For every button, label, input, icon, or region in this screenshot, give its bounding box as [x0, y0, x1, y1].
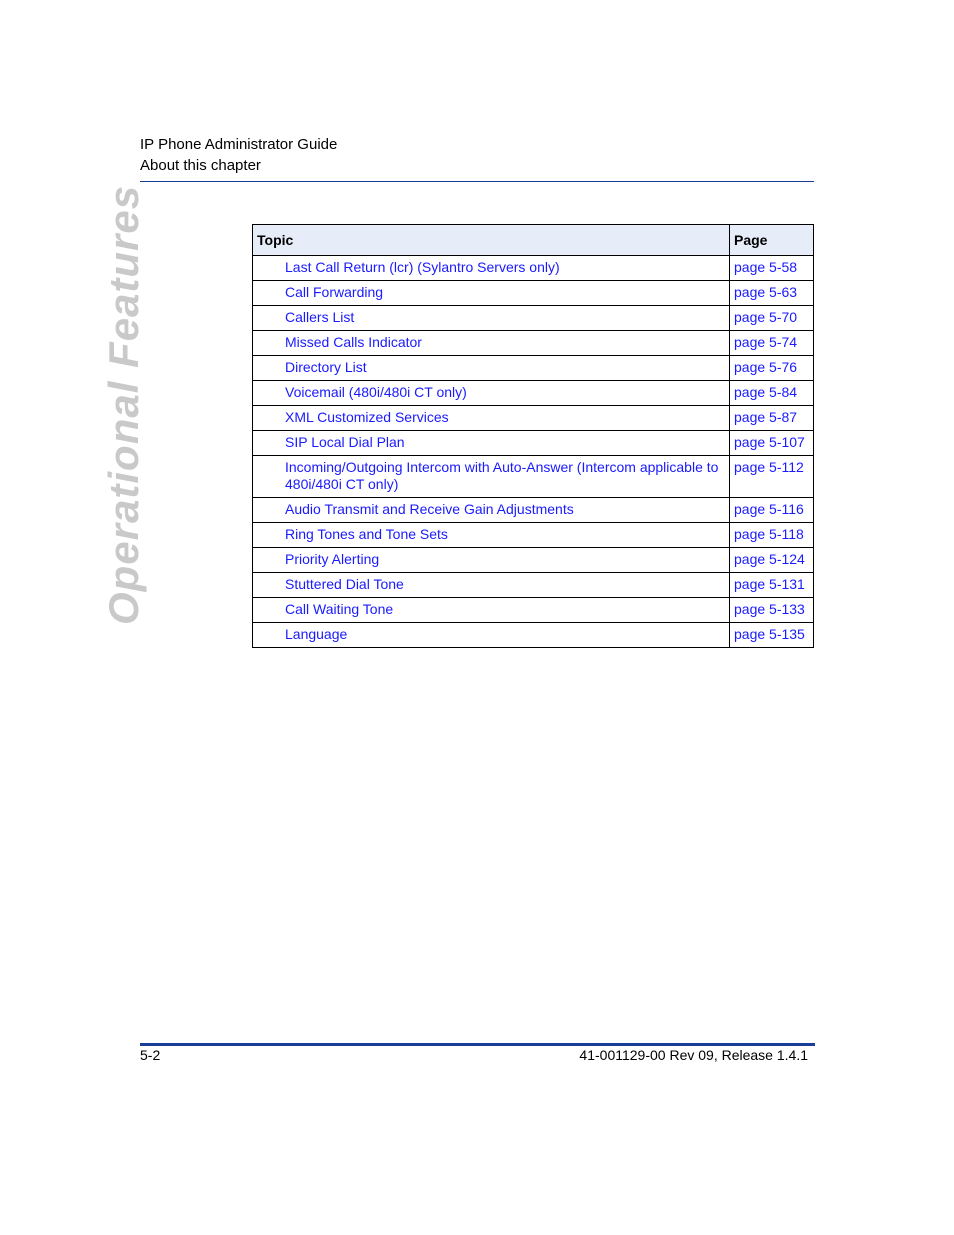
- table-row: [253, 573, 814, 598]
- table-row: [253, 356, 814, 381]
- table-row: [253, 498, 814, 523]
- topic-link[interactable]: XML Customized Services: [253, 406, 730, 431]
- footer-doc-id: 41-001129-00 Rev 09, Release 1.4.1: [579, 1047, 808, 1063]
- topic-link[interactable]: Callers List: [253, 306, 730, 331]
- table-row: [253, 431, 814, 456]
- page-link[interactable]: page 5-87: [730, 406, 814, 431]
- table-row: [253, 598, 814, 623]
- footer-rule: [140, 1043, 815, 1046]
- topic-link[interactable]: Stuttered Dial Tone: [253, 573, 730, 598]
- page-link[interactable]: page 5-76: [730, 356, 814, 381]
- page-link[interactable]: page 5-133: [730, 598, 814, 623]
- table-row: [253, 331, 814, 356]
- header-section: About this chapter: [140, 157, 261, 174]
- page-link[interactable]: page 5-70: [730, 306, 814, 331]
- page-link[interactable]: page 5-131: [730, 573, 814, 598]
- topic-table: [252, 224, 814, 648]
- page-link[interactable]: page 5-63: [730, 281, 814, 306]
- table-row: [253, 381, 814, 406]
- page-link[interactable]: page 5-74: [730, 331, 814, 356]
- topic-link[interactable]: Last Call Return (lcr) (Sylantro Servers only): [253, 256, 730, 281]
- footer-page-number: 5-2: [140, 1047, 161, 1063]
- page-link[interactable]: page 5-116: [730, 498, 814, 523]
- page-link[interactable]: page 5-124: [730, 548, 814, 573]
- table-row: [253, 456, 814, 498]
- page-column-header: Page: [730, 225, 814, 256]
- topic-link[interactable]: Incoming/Outgoing Intercom with Auto-Answer (Intercom applicable to 480i/480i CT only): [253, 456, 730, 498]
- table-header-row: [253, 225, 814, 256]
- page-link[interactable]: page 5-107: [730, 431, 814, 456]
- topic-link[interactable]: SIP Local Dial Plan: [253, 431, 730, 456]
- page-link[interactable]: page 5-112: [730, 456, 814, 498]
- topic-link[interactable]: Language: [253, 623, 730, 648]
- topic-column-header: Topic: [253, 225, 730, 256]
- page-link[interactable]: page 5-135: [730, 623, 814, 648]
- topic-link[interactable]: Missed Calls Indicator: [253, 331, 730, 356]
- page-link[interactable]: page 5-84: [730, 381, 814, 406]
- table-row: [253, 623, 814, 648]
- side-chapter-title: Operational Features: [100, 184, 147, 625]
- topic-link[interactable]: Audio Transmit and Receive Gain Adjustments: [253, 498, 730, 523]
- topic-link[interactable]: Call Forwarding: [253, 281, 730, 306]
- table-row: [253, 548, 814, 573]
- topic-link[interactable]: Directory List: [253, 356, 730, 381]
- table-row: [253, 256, 814, 281]
- table-row: [253, 406, 814, 431]
- header-rule: [140, 181, 814, 182]
- topic-link[interactable]: Ring Tones and Tone Sets: [253, 523, 730, 548]
- table-row: [253, 523, 814, 548]
- header-title: IP Phone Administrator Guide: [140, 136, 338, 153]
- topic-link[interactable]: Priority Alerting: [253, 548, 730, 573]
- table-row: [253, 306, 814, 331]
- table-row: [253, 281, 814, 306]
- page-link[interactable]: page 5-58: [730, 256, 814, 281]
- topic-link[interactable]: Call Waiting Tone: [253, 598, 730, 623]
- page-link[interactable]: page 5-118: [730, 523, 814, 548]
- topic-link[interactable]: Voicemail (480i/480i CT only): [253, 381, 730, 406]
